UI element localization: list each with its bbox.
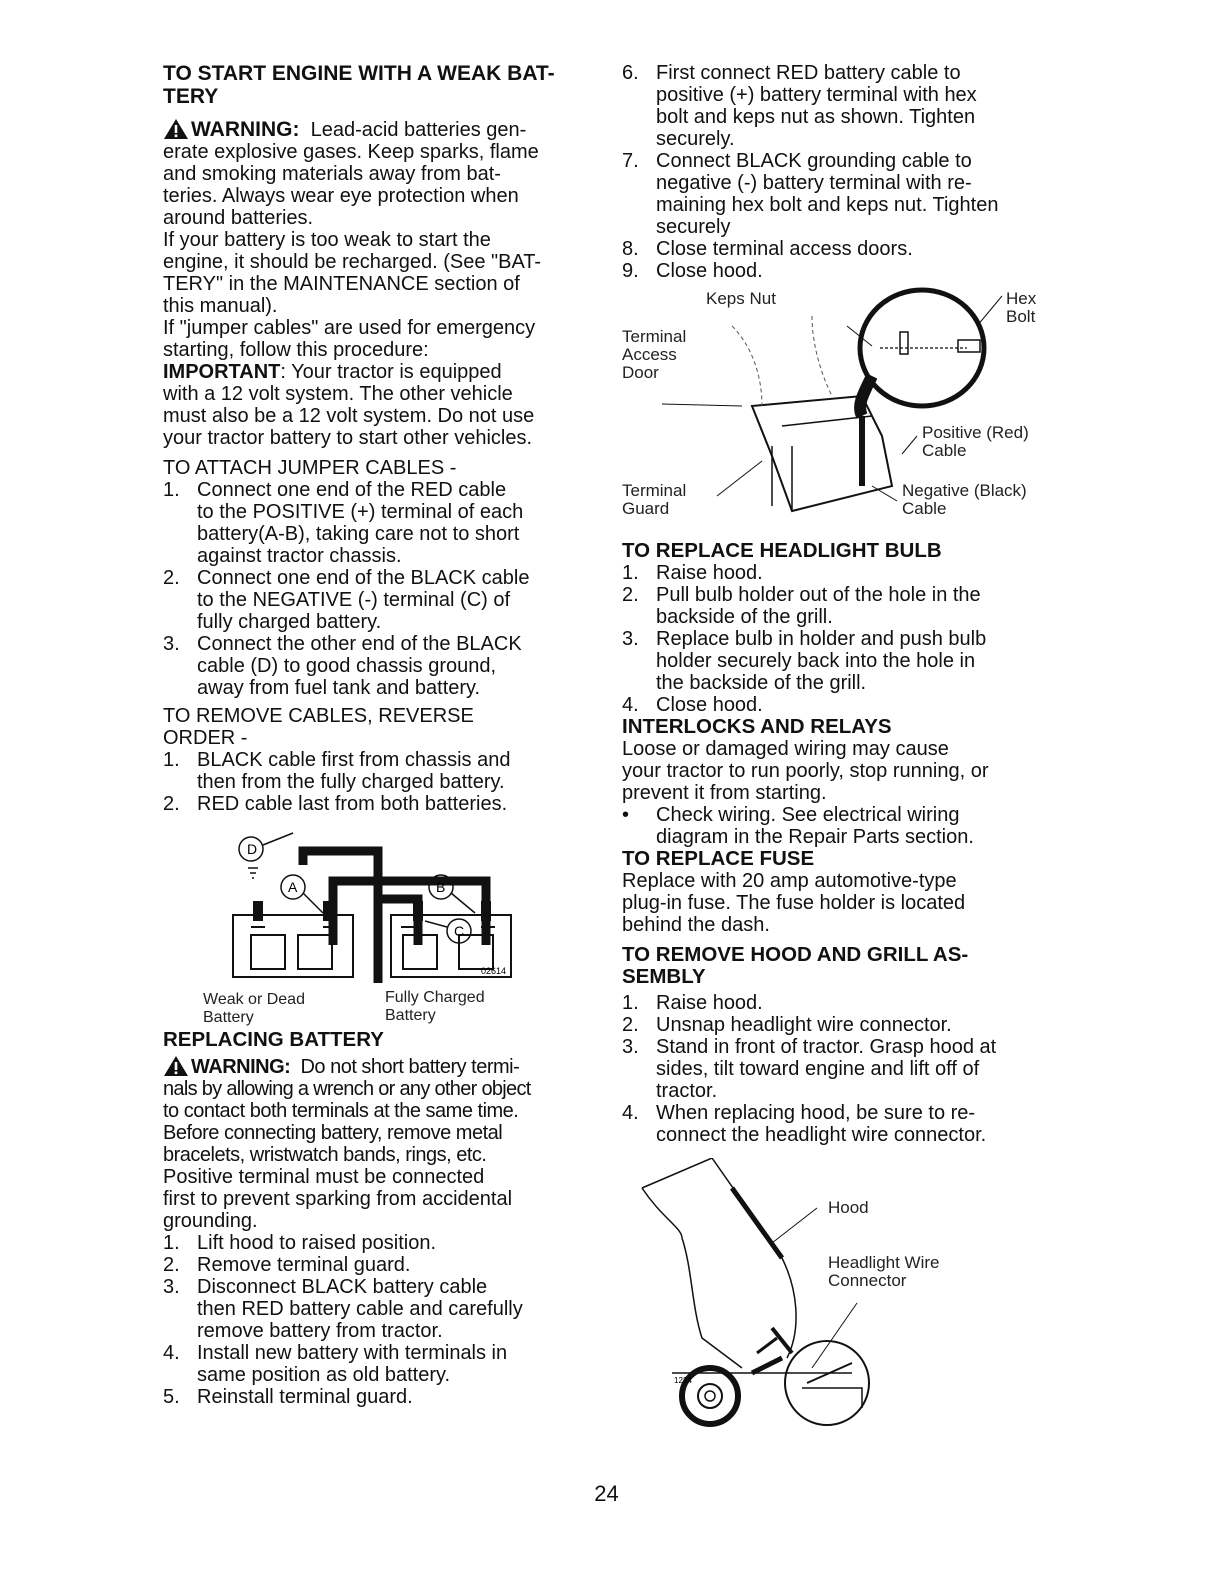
fuse-heading: TO REPLACE FUSE [622,847,815,870]
text-line: plug-in fuse. The fuse holder is located [622,892,966,914]
list-item [622,628,1052,694]
list-item [163,1254,595,1276]
step-text: BLACK cable first from chassis and [197,749,511,771]
step-number: 1. [163,749,180,771]
fuse-paragraph [622,870,1052,936]
list-item [163,633,595,699]
step-number: 5. [163,1386,180,1408]
step-text: First connect RED battery cable to [656,62,961,84]
remove-heading [163,705,595,749]
warning-1 [163,118,595,229]
hood-steps [622,992,1052,1146]
step-number: 1. [163,479,180,501]
text-line: your tractor battery to start other vehicles. [163,427,533,449]
step-text: Connect the other end of the BLACK [197,633,522,655]
warning-2-line: first to prevent sparking from accidental [163,1188,513,1210]
step-number: 1. [163,1232,180,1254]
warning-2 [163,1055,595,1232]
list-item [622,260,1052,282]
step-number: 4. [622,694,639,716]
text-line: Replace with 20 amp automotive-type [622,870,957,892]
step-number: 3. [622,628,639,650]
caption-line: Battery [385,1007,436,1024]
page-number: 24 [594,1481,619,1506]
warning-2-line: grounding. [163,1210,258,1232]
right-column [622,62,1052,1428]
hood-figure [622,1158,1052,1428]
step-number: 2. [622,584,639,606]
weak-battery-heading: TO START ENGINE WITH A WEAK BAT- TERY [163,62,555,108]
jumper-cable-diagram [163,823,595,993]
important-paragraph [163,361,595,449]
step-text: fully charged battery. [197,611,382,633]
step-text: then RED battery cable and carefully [197,1298,523,1320]
label-line: Bolt [1006,307,1036,326]
warning-1-line: and smoking materials away from bat- [163,163,501,185]
replace-battery-steps [163,1232,595,1408]
warning-2-line: to contact both terminals at the same time. [163,1100,519,1122]
step-text: to the POSITIVE (+) terminal of each [197,501,524,523]
list-item [622,238,1052,260]
text-line: ORDER - [163,727,248,749]
battery-terminal-figure [622,286,1052,536]
step-text: the backside of the grill. [656,672,867,694]
step-text: Install new battery with terminals in [197,1342,508,1364]
replacing-battery-heading: REPLACING BATTERY [163,1028,384,1051]
step-text: Raise hood. [656,562,763,584]
step-text: holder securely back into the hole in [656,650,976,672]
text-line: prevent it from starting. [622,782,827,804]
interlocks-paragraph [622,738,1052,804]
step-number: 9. [622,260,639,282]
step-number: 3. [622,1036,639,1058]
step-text: positive (+) battery terminal with hex [656,84,977,106]
left-column [163,62,595,1408]
step-number: 4. [163,1342,180,1364]
attach-steps-list [163,479,595,699]
label-line: Terminal [622,327,687,346]
step-text: Connect BLACK grounding cable to [656,150,972,172]
text-line: TO REMOVE CABLES, REVERSE [163,705,474,727]
step-number: 2. [163,567,180,589]
label-line: Guard [622,499,670,518]
text-line: If your battery is too weak to start the [163,229,491,251]
headlight-heading: TO REPLACE HEADLIGHT BULB [622,539,942,562]
step-text: Reinstall terminal guard. [197,1386,413,1408]
list-item [163,1386,595,1408]
warning-2-label: WARNING: [191,1056,291,1078]
label-line: Terminal [622,481,687,500]
warning-2-line: Positive terminal must be connected [163,1166,485,1188]
caption-line: Weak or Dead [203,991,305,1008]
warning-1-line: Lead-acid batteries gen- [310,119,527,141]
bullet-marker: • [622,804,630,826]
positive-cable-label [922,424,1029,460]
step-number: 6. [622,62,639,84]
text-line: Loose or damaged wiring may cause [622,738,949,760]
label-line: Headlight Wire [828,1253,940,1272]
label-line: Hex [1006,289,1037,308]
warning-2-line: bracelets, wristwatch bands, rings, etc. [163,1144,487,1166]
step-text: Unsnap headlight wire connector. [656,1014,952,1036]
step-text: Raise hood. [656,992,763,1014]
warning-2-line: Before connecting battery, remove metal [163,1122,503,1144]
list-item [622,62,1052,150]
step-text: same position as old battery. [197,1364,451,1386]
important-label: IMPORTANT [163,361,281,383]
warning-2-line: nals by allowing a wrench or any other object [163,1078,531,1100]
step-text: Lift hood to raised position. [197,1232,437,1254]
terminal-access-door-label [622,328,686,382]
step-number: 3. [163,1276,180,1298]
list-item [622,1014,1052,1036]
label-line: Cable [902,499,947,518]
headlight-connector-label [828,1254,940,1290]
text-line: SEMBLY [622,965,706,988]
list-item [163,749,595,793]
text-line: Check wiring. See electrical wiring [656,804,960,826]
list-item [622,992,1052,1014]
warning-triangle-icon [163,1055,189,1077]
step-text: then from the fully charged battery. [197,771,505,793]
step-text: Replace bulb in holder and push bulb [656,628,987,650]
step-text: securely. [656,128,735,150]
hood-heading [622,944,1052,988]
step-text: against tractor chassis. [197,545,402,567]
caption-line: Battery [203,1009,254,1026]
label-d: D [247,841,258,857]
step-text: securely [656,216,731,238]
step-text: Remove terminal guard. [197,1254,411,1276]
text-line: engine, it should be recharged. (See "BAT- [163,251,542,273]
label-line: Negative (Black) [902,481,1027,500]
step-number: 8. [622,238,639,260]
step-number: 1. [622,992,639,1014]
label-c: C [454,923,465,939]
hex-bolt-label [1006,290,1036,326]
step-text: connect the headlight wire connector. [656,1124,987,1146]
step-text: away from fuel tank and battery. [197,677,481,699]
step-text: remove battery from tractor. [197,1320,443,1342]
step-text: sides, tilt toward engine and lift off of [656,1058,980,1080]
list-item [622,1102,1052,1146]
step-text: Close terminal access doors. [656,238,913,260]
step-text: backside of the grill. [656,606,833,628]
step-text: bolt and keps nut as shown. Tighten [656,106,976,128]
list-item [622,562,1052,584]
text-line: TO REMOVE HOOD AND GRILL AS- [622,943,969,966]
step-text: Stand in front of tractor. Grasp hood at [656,1036,997,1058]
warning-1-line: erate explosive gases. Keep sparks, flame [163,141,539,163]
caption-line: Fully Charged [385,989,485,1006]
text-line: TERY" in the MAINTENANCE section of [163,273,520,295]
step-text: Connect one end of the BLACK cable [197,567,530,589]
list-item [163,567,595,633]
step-number: 1. [622,562,639,584]
list-item [622,1036,1052,1102]
step-text: tractor. [656,1080,718,1102]
step-number: 2. [163,1254,180,1276]
text-line: with a 12 volt system. The other vehicle [163,383,513,405]
jumper-cable-figure [163,823,595,1026]
step-text: Connect one end of the RED cable [197,479,507,501]
text-line: your tractor to run poorly, stop running, or [622,760,989,782]
step-number: 3. [163,633,180,655]
interlocks-heading: INTERLOCKS AND RELAYS [622,715,892,738]
step-number: 2. [622,1014,639,1036]
full-battery-caption [385,989,485,1025]
step-text: to the NEGATIVE (-) terminal (C) of [197,589,511,611]
recharge-paragraph [163,229,595,317]
text-line: must also be a 12 volt system. Do not use [163,405,535,427]
step-text: battery(A-B), taking care not to short [197,523,520,545]
text-line: diagram in the Repair Parts section. [656,826,974,848]
text-line: : Your tractor is equipped [280,361,502,383]
step-number: 4. [622,1102,639,1124]
list-item [163,479,595,567]
attach-heading: TO ATTACH JUMPER CABLES - [163,457,457,479]
warning-1-line: around batteries. [163,207,314,229]
interlocks-bullet [622,804,1052,848]
keps-nut-label: Keps Nut [706,289,776,308]
negative-cable-label [902,482,1027,518]
list-item [163,1342,595,1386]
label-b: B [436,879,446,895]
warning-2-line: Do not short battery termi- [300,1056,520,1078]
list-item [163,1276,595,1342]
hood-label: Hood [828,1198,869,1217]
label-line: Positive (Red) [922,423,1029,442]
text-line: behind the dash. [622,914,770,936]
text-line: this manual). [163,295,278,317]
warning-1-label: WARNING: [191,118,300,141]
label-line: Cable [922,441,967,460]
label-a: A [288,879,298,895]
warning-1-line: teries. Always wear eye protection when [163,185,519,207]
step-text: negative (-) battery terminal with re- [656,172,972,194]
step-number: 2. [163,793,180,815]
text-line: If "jumper cables" are used for emergency [163,317,536,339]
label-line: Door [622,363,659,382]
remove-steps-list [163,749,595,815]
step-text: RED cable last from both batteries. [197,793,508,815]
list-item [622,694,1052,716]
svg-text:1234: 1234 [674,1376,692,1385]
step-text: Close hood. [656,260,763,282]
list-item [622,584,1052,628]
label-line: Access [622,345,677,364]
list-item [622,150,1052,238]
jumper-paragraph [163,317,595,361]
list-item [163,1232,595,1254]
terminal-guard-label [622,482,686,518]
list-item [163,793,595,815]
step-text: When replacing hood, be sure to re- [656,1102,976,1124]
step-text: cable (D) to good chassis ground, [197,655,497,677]
label-line: Connector [828,1271,907,1290]
figure-code: 02614 [481,966,507,976]
warning-triangle-icon [163,118,189,140]
step-text: Close hood. [656,694,763,716]
step-number: 7. [622,150,639,172]
step-text: Pull bulb holder out of the hole in the [656,584,981,606]
text-line: starting, follow this procedure: [163,339,429,361]
weak-battery-caption [203,991,305,1027]
step-text: Disconnect BLACK battery cable [197,1276,488,1298]
step-text: maining hex bolt and keps nut. Tighten [656,194,999,216]
continued-steps [622,62,1052,282]
headlight-steps [622,562,1052,716]
